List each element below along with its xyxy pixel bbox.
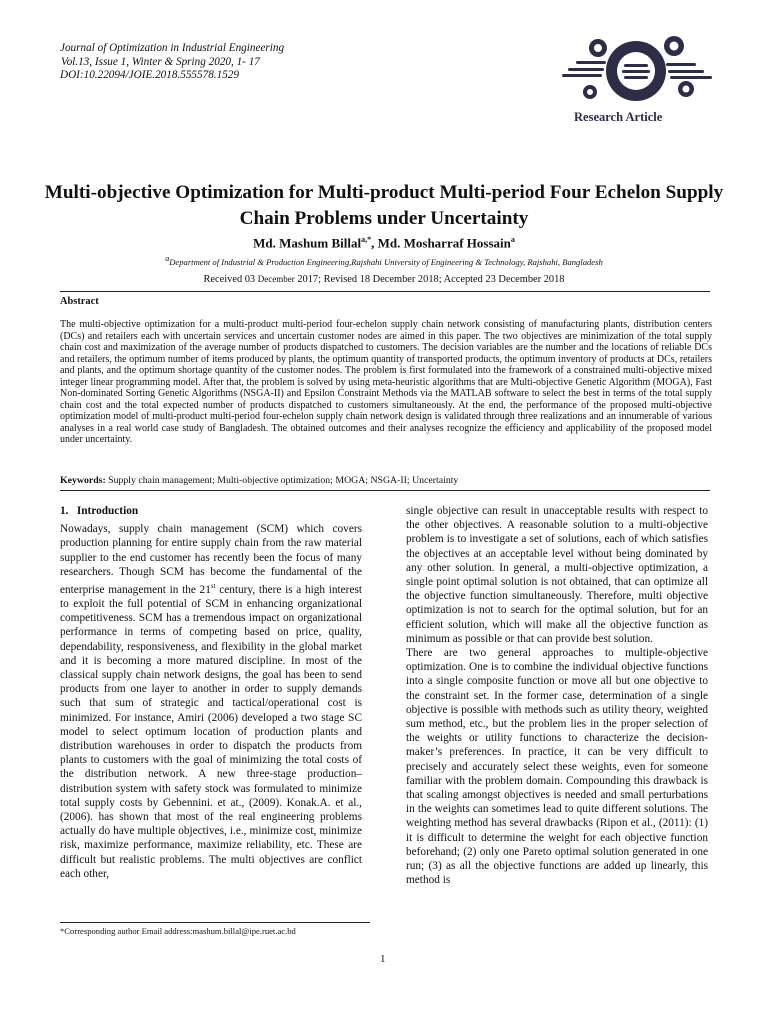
journal-doi: DOI:10.22094/JOIE.2018.555578.1529 [60,69,239,82]
body-paragraph: There are two general approaches to multiple-objective optimization. One is to combine the individual objective functions into a single composite function or move all but one objective to the constraint set. In the former case, determination of a single objective is possible with methods such as utility theory, weighted sum method, etc., but the problem lies in the proper selection of the weights or utility functions to characterize the decision-maker’s preferences. In practice, it can be very difficult to precisely and accurately select these weights, even for someone familiar with the problem domain. Compounding this drawback is that scaling amongst objectives is needed and small perturbations in the weights can sometimes lead to quite different solutions. The weighting method has several drawbacks (Ripon et al., (2011): (1) it is difficult to determine the weight for each objective function beforehand; (2) only one Pareto optimal solution generated in one run; (3) as all the objective functions are added up linearly, this method is [406,647,708,887]
affiliation-mark: a [165,254,170,263]
top-rule [60,291,710,292]
research-article-logo [556,34,718,126]
received-month: December [257,274,295,284]
body-paragraph: single objective can result in unacceptable results with respect to the other objectives. A reasonable solution to a multi-objective problem is to investigate a set of solutions, each of which satisfies the objectives at an acceptable level without being dominated by any other solution. In general, a multi-objective optimization, a single point optimal solution is not obtained, that can optimize all the objective function simultaneously. Therefore, multi objective optimization is not to search for the optimal solution, but for an efficient solution, which will make all the objective function as minimum as possible or that can provide best solution. [406,505,708,645]
research-article-logo-icon [556,34,718,112]
journal-name: Journal of Optimization in Industrial Engineering [60,42,285,54]
superscript: st [210,582,216,591]
intro-text: Nowadays, supply chain management (SCM) which covers production planning for entire supply chain from the raw material supplier to the end customer has recently been the focus of many researchers. Though SCM has become the fundamental of the enterprise management in the 21 [60,523,362,596]
author-separator: , [371,235,378,251]
section-number: 1. [60,505,69,517]
author-affiliation-mark: a [510,235,515,244]
left-column [60,504,362,881]
keywords-label: Keywords: [60,475,106,486]
keywords [60,475,712,486]
author-affiliation-mark: a,* [361,235,372,244]
keywords-rule [60,490,710,491]
received-prefix: Received 03 [203,274,258,285]
journal-volume: Vol.13, Issue 1, Winter & Spring 2020, 1- 17 [61,55,260,68]
affiliation [40,254,728,267]
abstract-heading: Abstract [60,296,99,307]
corresponding-author-footnote: *Corresponding author Email address:mashum.billal@ipe.ruet.ac.bd [60,926,296,936]
right-column [406,504,708,887]
intro-text: century, there is a high interest to exploit the full potential of SCM in enhancing organizational competitiveness. SCM has a tremendous impact on organizational performance in terms of competing based on price, quality, dependability, responsiveness, and flexibility in the global market and it is becoming a more matured discipline. In most of the classical supply chain network designs, the goal has been to send products from one layer to another in order to supply demands such that sum of strategic and tactical/operational cost is minimized. For instance, Amiri (2006) developed a two stage SC model to select optimum location of production plants and distribution warehouses in order to dispatch the products from plants to customers with the goal of minimizing the total costs of the distribution network. A new three-stage production–distribution system with safety stock was formulated to minimize total supply costs by Gebennini. et at., (2009). Konak.A. et al., (2006). has shown that most of the real engineering problems actually do have multiple objectives, i.e., minimize cost, minimize risk, maximize performance, maximize reliability, etc. These are difficult but realistic problems. The multi objectives are conflict each other, [60,583,362,880]
page-number: 1 [380,953,386,965]
research-article-label: Research Article [574,110,663,124]
section-title: Introduction [76,505,139,517]
intro-paragraph [60,522,362,881]
author-name: Md. Mosharraf Hossain [377,235,511,251]
section-heading [60,504,362,518]
keywords-text: Supply chain management; Multi-objective optimization; MOGA; NSGA-II; Uncertainty [105,475,459,486]
received-suffix: 2017; Revised 18 December 2018; Accepted 23 December 2018 [294,274,565,285]
author-list [40,235,728,251]
author-name: Md. Mashum Billal [253,235,362,251]
footnote-rule [60,922,370,923]
paper-title: Multi-objective Optimization for Multi-product Multi-period Four Echelon Supply Chain Problems under Uncertainty [44,182,724,229]
abstract-text: The multi-objective optimization for a multi-product multi-period four-echelon supply chain network consisting of manufacturing plants, distribution centers (DCs) and retailers each with uncertain services and uncertain customer nodes are aimed in this paper. The two objectives are minimization of the total supply chain cost and maximization of the average number of products dispatched to customers. The decision variables are the number and the locations of reliable DCs and retailers, the optimum number of items produced by plants, the optimum quantity of transported products, the optimum inventory of products at DCs, retailers and plants, and the optimum shortage quantity of the customer nodes. The problem is first formulated into the framework of a constrained multi-objective mixed integer linear programming model. After that, the problem is solved by using meta-heuristic algorithms that are Multi-objective Genetic Algorithm (MOGA), Fast Non-dominated Sorting Genetic Algorithms (NSGA-II) and Epsilon Constraint Methods via the MATLAB software to select the best in terms of the total supply chain cost and the total expected number of products dispatched to customers simultaneously. At the end, the performance of the proposed multi-objective optimization model of multi-product multi-period four-echelon supply chain network design is validated through three realizations and an innumerable of various analyses in a real world case study of Bangladesh. The obtained outcomes and their analyses recognize the efficiency and applicability of the proposed model under uncertainty. [60,319,712,445]
received-dates [40,274,728,285]
journal-header [60,42,284,83]
affiliation-text: Department of Industrial & Production Engineering,Rajshahi University of Engineering & Technology, Rajshahi, Bangladesh [169,256,603,267]
